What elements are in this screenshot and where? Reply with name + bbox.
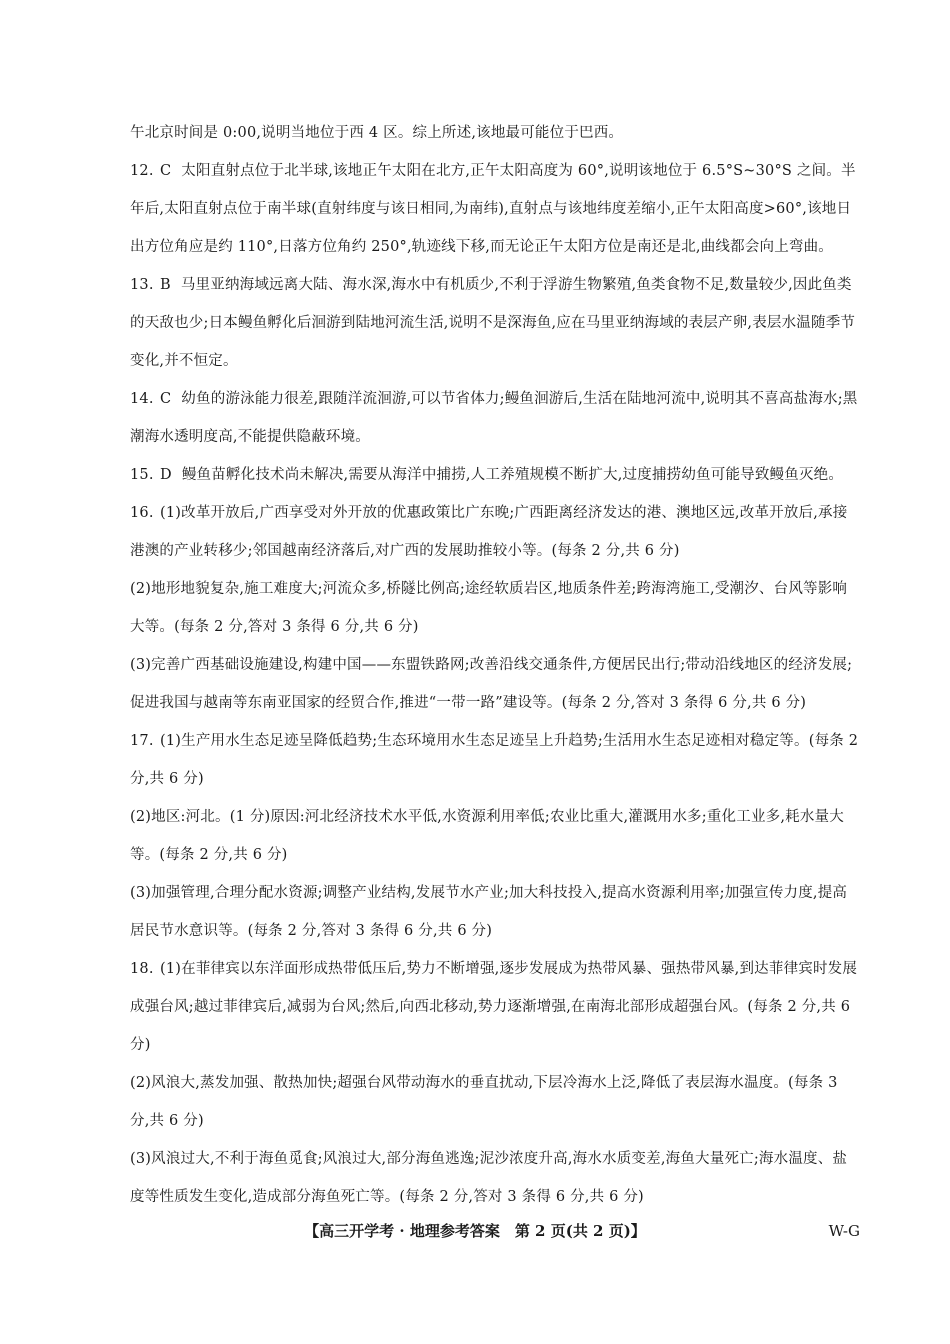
answer-text: (1)改革开放后,广西享受对外开放的优惠政策比广东晚;广西距离经济发达的港、澳地区远,改革开放后,承接港澳的产业转移少;邻国越南经济落后,对广西的发展助推较小等。(每条 2 分,共 6 分) bbox=[130, 505, 848, 559]
question-number: 17. bbox=[130, 733, 154, 749]
question-number: 14. bbox=[130, 391, 154, 407]
answer-text: (1)生产用水生态足迹呈降低趋势;生态环境用水生态足迹呈上升趋势;生活用水生态足迹相对稳定等。(每条 2 分,共 6 分) bbox=[130, 733, 859, 787]
answer-key: D bbox=[160, 467, 172, 483]
question-number: 12. bbox=[130, 163, 154, 179]
answer-13 bbox=[130, 266, 860, 380]
answer-key: B bbox=[160, 277, 171, 293]
answer-17-2: (2)地区:河北。(1 分)原因:河北经济技术水平低,水资源利用率低;农业比重大,灌溉用水多;重化工业多,耗水量大等。(每条 2 分,共 6 分) bbox=[130, 809, 844, 863]
question-number: 18. bbox=[130, 961, 154, 977]
answer-text: 幼鱼的游泳能力很差,跟随洋流洄游,可以节省体力;鳗鱼洄游后,生活在陆地河流中,说明其不喜高盐海水;黑潮海水透明度高,不能提供隐蔽环境。 bbox=[130, 391, 858, 445]
footer-page-label: 【高三开学考 · 地理参考答案 第 2 页(共 2 页)】 bbox=[304, 1222, 646, 1240]
answer-18-2: (2)风浪大,蒸发加强、散热加快;超强台风带动海水的垂直扰动,下层冷海水上泛,降低了表层海水温度。(每条 3 分,共 6 分) bbox=[130, 1075, 838, 1129]
answer-text: (1)在菲律宾以东洋面形成热带低压后,势力不断增强,逐步发展成为热带风暴、强热带风暴,到达菲律宾时发展成强台风;越过菲律宾后,减弱为台风;然后,向西北移动,势力逐渐增强,在南海北部形成超强台风。(每条 2 分,共 6 分) bbox=[130, 961, 858, 1053]
answer-18-1 bbox=[130, 950, 860, 1064]
page-footer bbox=[0, 1216, 950, 1246]
question-number: 15. bbox=[130, 467, 154, 483]
answer-12 bbox=[130, 152, 860, 266]
question-number: 16. bbox=[130, 505, 154, 521]
answer-16-1 bbox=[130, 494, 860, 570]
answer-14 bbox=[130, 380, 860, 456]
answer-content bbox=[130, 114, 860, 1216]
footer-code: W-G bbox=[828, 1222, 860, 1240]
answer-text: 鳗鱼苗孵化技术尚未解决,需要从海洋中捕捞,人工养殖规模不断扩大,过度捕捞幼鱼可能导致鳗鱼灭绝。 bbox=[181, 467, 844, 483]
question-number: 13. bbox=[130, 277, 154, 293]
answer-key: C bbox=[160, 391, 172, 407]
answer-17-3: (3)加强管理,合理分配水资源;调整产业结构,发展节水产业;加大科技投入,提高水资源利用率;加强宣传力度,提高居民节水意识等。(每条 2 分,答对 3 条得 6 分,共 6 分) bbox=[130, 885, 848, 939]
answer-15 bbox=[130, 456, 860, 494]
answer-key: C bbox=[160, 163, 172, 179]
answer-17-1 bbox=[130, 722, 860, 798]
answer-18-3: (3)风浪过大,不利于海鱼觅食;风浪过大,部分海鱼逃逸;泥沙浓度升高,海水水质变差,海鱼大量死亡;海水温度、盐度等性质发生变化,造成部分海鱼死亡等。(每条 2 分,答对 3 条得 6 分,共 6 分) bbox=[130, 1151, 848, 1205]
answer-11-tail: 午北京时间是 0:00,说明当地位于西 4 区。综上所述,该地最可能位于巴西。 bbox=[130, 125, 624, 141]
answer-text: 太阳直射点位于北半球,该地正午太阳在北方,正午太阳高度为 60°,说明该地位于 6.5°S~30°S 之间。半年后,太阳直射点位于南半球(直射纬度与该日相同,为南纬),直射点与该地纬度差缩小,正午太阳高度>60°,该地日出方位角应是约 110°,日落方位角约 250°,轨迹线下移,而无论正午太阳方位是南还是北,曲线都会向上弯曲。 bbox=[130, 163, 856, 255]
answer-text: 马里亚纳海域远离大陆、海水深,海水中有机质少,不利于浮游生物繁殖,鱼类食物不足,数量较少,因此鱼类的天敌也少;日本鳗鱼孵化后洄游到陆地河流生活,说明不是深海鱼,应在马里亚纳海域的表层产卵,表层水温随季节变化,并不恒定。 bbox=[130, 277, 856, 369]
answer-16-3: (3)完善广西基础设施建设,构建中国——东盟铁路网;改善沿线交通条件,方便居民出行;带动沿线地区的经济发展;促进我国与越南等东南亚国家的经贸合作,推进“一带一路”建设等。(每条 2 分,答对 3 条得 6 分,共 6 分) bbox=[130, 657, 853, 711]
answer-16-2: (2)地形地貌复杂,施工难度大;河流众多,桥隧比例高;途经软质岩区,地质条件差;跨海湾施工,受潮汐、台风等影响大等。(每条 2 分,答对 3 条得 6 分,共 6 分) bbox=[130, 581, 848, 635]
